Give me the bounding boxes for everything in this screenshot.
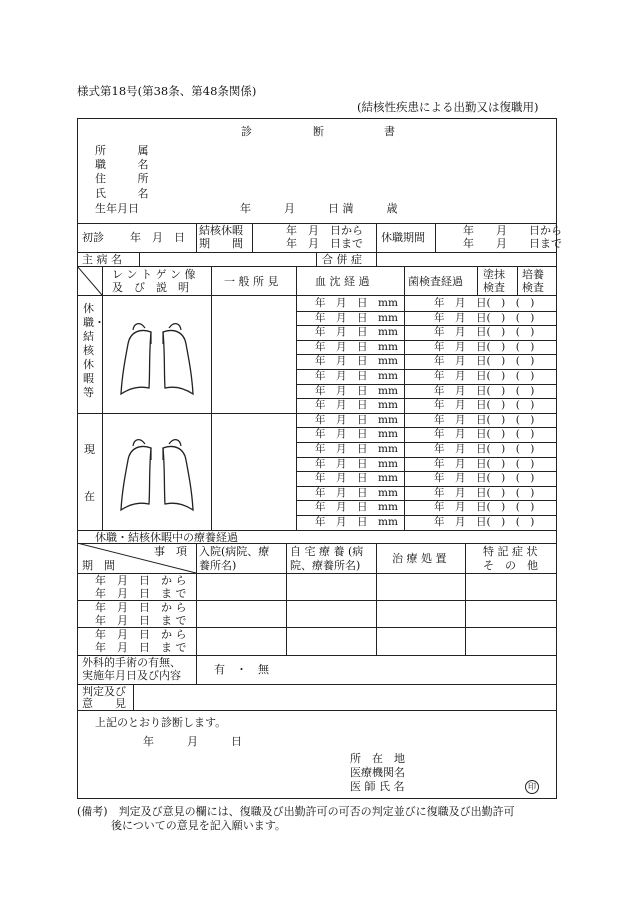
bact-header: 菌検査経過 [408, 275, 463, 288]
bact-row: 年 月 日( ) ( ) [434, 486, 535, 499]
header-diagonal [77, 266, 103, 296]
leave-period-to: 年 月 日まで [463, 237, 562, 250]
form-purpose: (結核性疾患による出勤又は復職用) [357, 100, 539, 114]
tb-leave-label-2: 期 間 [199, 237, 243, 250]
esr-row: 年 月 日 mm [315, 457, 398, 470]
esr-row: 年 月 日 mm [315, 413, 398, 426]
form-number: 様式第18号(第38条、第48条関係) [77, 84, 257, 98]
surgery-value: 有 ・ 無 [214, 663, 269, 676]
esr-row: 年 月 日 mm [315, 516, 398, 528]
period-2-from: 年 月 日 か ら [95, 601, 187, 614]
tb-leave-to: 年 月 日まで [286, 237, 363, 250]
first-visit-date: 年 月 日 [130, 231, 185, 244]
bact-row: 年 月 日( ) ( ) [434, 472, 535, 485]
esr-row: 年 月 日 mm [315, 486, 398, 499]
esr-row: 年 月 日 mm [315, 384, 398, 397]
title-dan: 断 [313, 125, 324, 138]
smear-header-2: 検査 [483, 281, 505, 294]
home-header-2: 院、療養所名) [290, 559, 361, 572]
main-disease-label: 主 病 名 [82, 253, 122, 266]
esr-row: 年 月 日 mm [315, 501, 398, 514]
treatment-section-title: 休職・結核休暇中の療養経過 [95, 531, 238, 544]
notes-header-1: 特 記 症 状 [483, 545, 538, 558]
title-shin: 診 [241, 125, 252, 138]
title-sho: 書 [384, 125, 395, 138]
lung-diagram-current-icon [118, 434, 196, 514]
group-now-top: 現 [84, 443, 95, 456]
period-1-to: 年 月 日 ま で [95, 587, 187, 600]
group-now-bottom: 在 [84, 490, 95, 503]
bact-row: 年 月 日( ) ( ) [434, 399, 535, 412]
period-3-to: 年 月 日 ま で [95, 641, 187, 654]
bact-row: 年 月 日( ) ( ) [434, 457, 535, 470]
bact-row: 年 月 日( ) ( ) [434, 413, 535, 426]
leave-period-label: 休職期間 [381, 231, 425, 244]
notes-header-2: そ の 他 [483, 559, 538, 572]
hospital-header-1: 入院(病院、療 [199, 545, 270, 558]
group-leave-label: 休職・結核休暇等 [83, 302, 105, 399]
birth-date: 年 月 日 満 歳 [240, 202, 398, 215]
xray-header-2: 及 び 説 明 [112, 281, 189, 294]
esr-header: 血 沈 経 過 [315, 275, 370, 288]
esr-row: 年 月 日 mm [315, 311, 398, 324]
general-findings-header: 一 般 所 見 [224, 275, 279, 288]
period-2-to: 年 月 日 ま で [95, 614, 187, 627]
seal-mark: 印 [525, 780, 539, 794]
opinion-label-2: 意 見 [82, 697, 126, 710]
affiliation-label: 所 属 [95, 144, 163, 157]
home-header-1: 自 宅 療 養 (病 [290, 545, 364, 558]
bact-row: 年 月 日( ) ( ) [434, 428, 535, 441]
bact-row: 年 月 日( ) ( ) [434, 311, 535, 324]
bact-row: 年 月 日( ) ( ) [434, 443, 535, 455]
smear-header-1: 塗抹 [483, 268, 505, 281]
period-1-from: 年 月 日 か ら [95, 574, 187, 587]
bact-row: 年 月 日( ) ( ) [434, 384, 535, 397]
esr-row: 年 月 日 mm [315, 443, 398, 455]
xray-header-1: レ ン ト ゲ ン 像 [112, 268, 196, 281]
location-label: 所 在 地 [350, 752, 405, 765]
lung-diagram-icon [118, 318, 196, 398]
period-header: 期 間 [82, 559, 115, 572]
bact-row: 年 月 日( ) ( ) [434, 340, 535, 353]
esr-row: 年 月 日 mm [315, 472, 398, 485]
culture-header-1: 培養 [522, 268, 544, 281]
tb-leave-label: 結核休暇 [199, 224, 243, 237]
item-header: 事 項 [154, 545, 187, 558]
bact-row: 年 月 日( ) ( ) [434, 370, 535, 382]
doctor-label: 医 師 氏 名 [350, 780, 405, 793]
esr-row: 年 月 日 mm [315, 428, 398, 441]
esr-row: 年 月 日 mm [315, 340, 398, 353]
bact-row: 年 月 日( ) ( ) [434, 326, 535, 339]
note-line-1: (備考) 判定及び意見の欄には、復職及び出勤許可の可否の判定並びに復職及び出勤許可 [77, 805, 515, 818]
esr-row: 年 月 日 mm [315, 370, 398, 382]
surgery-label-2: 実施年月日及び内容 [82, 669, 181, 682]
surgery-label-1: 外科的手術の有無、 [82, 656, 181, 669]
position-label: 職 名 [95, 158, 163, 171]
culture-header-2: 検査 [522, 281, 544, 294]
bact-row: 年 月 日( ) ( ) [434, 516, 535, 528]
statement-text: 上記のとおり診断します。 [95, 716, 227, 729]
birth-label: 生年月日 [95, 202, 139, 215]
bact-row: 年 月 日( ) ( ) [434, 355, 535, 368]
bact-row: 年 月 日( ) ( ) [434, 297, 535, 309]
esr-row: 年 月 日 mm [315, 355, 398, 368]
esr-row: 年 月 日 mm [315, 297, 398, 309]
opinion-label-1: 判定及び [82, 685, 126, 698]
name-label: 氏 名 [95, 187, 163, 200]
note-line-2: 後についての意見を記入願います。 [111, 819, 286, 832]
first-visit-label: 初診 [82, 231, 104, 244]
leave-period-from: 年 月 日から [463, 224, 562, 237]
hospital-header-2: 養所名) [199, 559, 237, 572]
institution-label: 医療機関名 [350, 766, 405, 779]
treatment-header: 治 療 処 置 [392, 552, 447, 565]
esr-row: 年 月 日 mm [315, 326, 398, 339]
statement-date: 年 月 日 [143, 735, 242, 748]
period-3-from: 年 月 日 か ら [95, 628, 187, 641]
esr-row: 年 月 日 mm [315, 399, 398, 412]
bact-row: 年 月 日( ) ( ) [434, 501, 535, 514]
tb-leave-from: 年 月 日から [286, 224, 363, 237]
address-label: 住 所 [95, 172, 163, 185]
complication-label: 合 併 症 [322, 253, 362, 266]
